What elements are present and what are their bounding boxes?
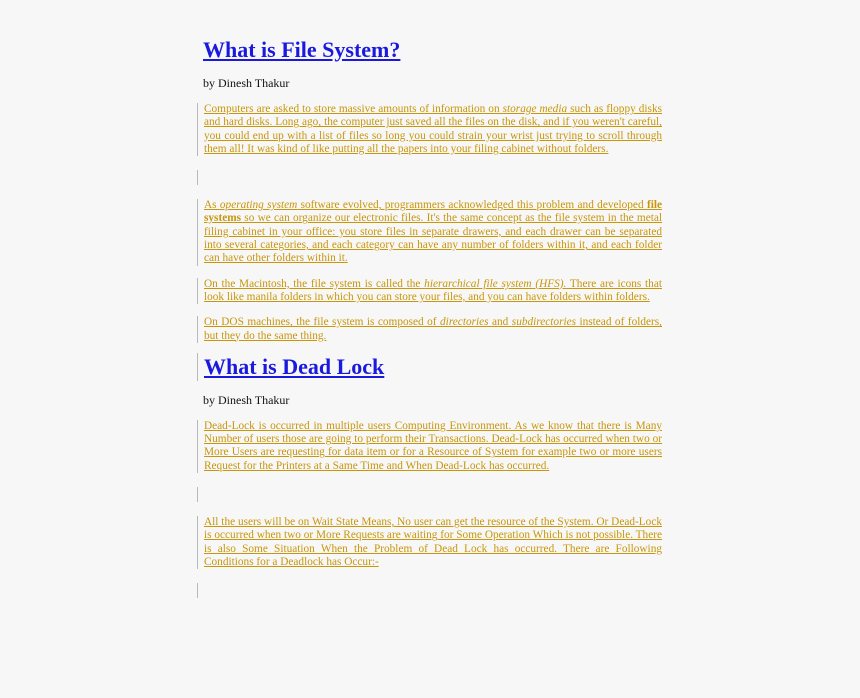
byline: by Dinesh Thakur — [203, 392, 290, 407]
byline: by Dinesh Thakur — [203, 76, 290, 90]
title-block — [197, 353, 662, 381]
paragraph-link[interactable] — [204, 316, 662, 343]
paragraph-block — [197, 316, 662, 343]
text-run: Computers are asked to store massive amounts of information on — [204, 103, 503, 115]
paragraph-block — [197, 199, 662, 265]
paragraph-block — [197, 278, 662, 305]
paragraph-link[interactable] — [204, 278, 662, 305]
empty-link[interactable] — [197, 170, 662, 185]
text-run: so we can organize our electronic files. It's the same concept as the file system in the metal filing cabinet in your office: you store files in separate drawers, and each drawer can be separated into several categories, and each category can have any number of folders within it, and each folder can have other folders within it. — [204, 212, 662, 265]
paragraph-link[interactable]: All the users will be on Wait State Means, No user can get the resource of the System. Or Dead-Lock is occurred when two or More Requests are waiting for Some Operation Which is not possible. There is also Some Situation When the Problem of Dead Lock has occurred. There are Following Conditions for a Deadlock has Occur:- — [204, 516, 662, 568]
article-title-file-system[interactable]: What is File System? — [203, 37, 401, 62]
text-run: On DOS machines, the file system is composed of — [204, 316, 441, 329]
text-run: As — [204, 199, 220, 212]
empty-link[interactable] — [197, 487, 662, 502]
bold-term: file systems — [204, 199, 662, 225]
paragraph-block — [197, 103, 662, 156]
italic-term: storage media — [502, 103, 568, 115]
text-run: software evolved, programmers acknowledged this problem and developed — [297, 199, 647, 212]
italic-term: subdirectories — [511, 316, 577, 329]
article-title-dead-lock[interactable]: What is Dead Lock — [204, 353, 385, 379]
empty-link[interactable] — [197, 583, 662, 598]
text-run: instead of folders, but they do the same thing. — [204, 316, 662, 342]
text-run: and — [488, 316, 512, 329]
article-column — [203, 36, 662, 612]
text-run: There are icons that look like manila folders in which you can store your files, and you can have folders within folders. — [204, 277, 662, 303]
text-run: On the Macintosh, the file system is called the — [204, 277, 425, 290]
gap — [203, 343, 662, 353]
paragraph-block — [197, 420, 662, 473]
italic-term: directories — [440, 316, 489, 329]
italic-term: hierarchical file system (HFS). — [424, 277, 567, 290]
gap — [203, 304, 662, 316]
paragraph-link[interactable] — [204, 103, 662, 156]
paragraph-block — [197, 516, 662, 569]
italic-term: operating system — [219, 199, 298, 212]
paragraph-link[interactable]: Dead-Lock is occurred in multiple users Computing Environment. As we know that there is Many Number of users those are going to perform their Transactions. Dead-Lock has occurred when two or More Users are requesting for data item or for a Resource of System for example two or more users Request for the Printers at a Same Time and When Dead-Lock has occurred. — [204, 419, 662, 472]
gap — [203, 266, 662, 278]
paragraph-link[interactable] — [204, 199, 662, 265]
text-run: such as floppy disks and hard disks. Long ago, the computer just saved all the files on the disk, and if you weren't careful, you could end up with a list of files so long you could strain your wrist just trying to scroll through them all! It was kind of like putting all the papers into your filing cabinet without folders. — [204, 103, 662, 155]
